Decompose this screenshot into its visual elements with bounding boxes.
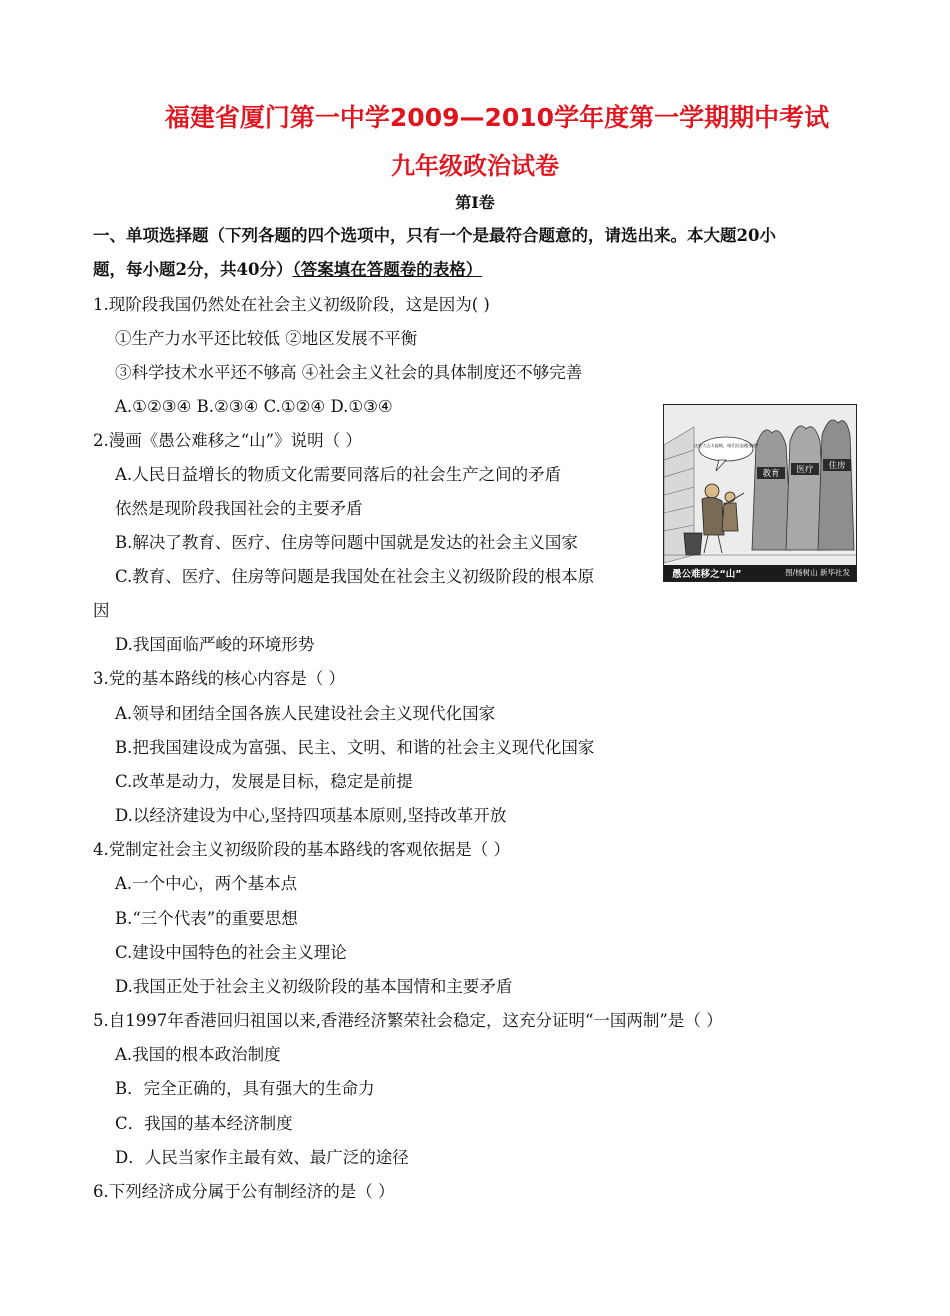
question-3-option-a: A.领导和团结全国各族人民建设社会主义现代化国家 bbox=[115, 704, 496, 723]
question-2-option-a-cont: 依然是现阶段我国社会的主要矛盾 bbox=[115, 499, 363, 518]
section-instructions-line1: 一、单项选择题（下列各题的四个选项中，只有一个是最符合题意的，请选出来。本大题20小 bbox=[93, 226, 776, 245]
cartoon-caption-bar bbox=[664, 565, 856, 581]
exam-subtitle: 九年级政治试卷 bbox=[391, 152, 559, 180]
speech-bubble-text: 这些大山太陡峭，咱们还是搬家吧! bbox=[693, 443, 759, 448]
question-2-option-a: A.人民日益增长的物质文化需要同落后的社会生产之间的矛盾 bbox=[115, 465, 562, 484]
section-instructions-line2 bbox=[93, 259, 482, 281]
section-score-note: 题，每小题2分，共40分） bbox=[93, 260, 293, 279]
answer-sheet-note: （答案填在答题卷的表格） bbox=[292, 260, 483, 279]
question-2-option-c: C.教育、医疗、住房等问题是我国处在社会主义初级阶段的根本原 bbox=[115, 567, 595, 586]
question-4-stem: 4.党制定社会主义初级阶段的基本路线的客观依据是（ ） bbox=[93, 840, 510, 859]
mountain-label-medical: 医疗 bbox=[796, 465, 814, 475]
question-1-stem: 1.现阶段我国仍然处在社会主义初级阶段，这是因为( ) bbox=[93, 295, 490, 314]
cartoon-credit: 图/杨树山 新华社发 bbox=[785, 568, 850, 577]
question-5-option-b: B．完全正确的，具有强大的生命力 bbox=[115, 1079, 375, 1098]
question-2-option-d: D.我国面临严峻的环境形势 bbox=[115, 635, 315, 654]
question-4-option-c: C.建设中国特色的社会主义理论 bbox=[115, 943, 347, 962]
question-1-choices: A.①②③④ B.②③④ C.①②④ D.①③④ bbox=[115, 397, 393, 416]
question-2-option-b: B.解决了教育、医疗、住房等问题中国就是发达的社会主义国家 bbox=[115, 533, 578, 552]
mountain-label-education: 教育 bbox=[762, 469, 780, 479]
mountain-label-housing: 住房 bbox=[828, 461, 846, 471]
question-3-option-b: B.把我国建设成为富强、民主、文明、和谐的社会主义现代化国家 bbox=[115, 738, 595, 757]
question-6-stem: 6.下列经济成分属于公有制经济的是（ ） bbox=[93, 1182, 395, 1201]
question-5-option-c: C．我国的基本经济制度 bbox=[115, 1114, 293, 1133]
question-4-option-a: A.一个中心，两个基本点 bbox=[115, 874, 298, 893]
volume-heading: 第Ⅰ卷 bbox=[455, 193, 495, 212]
question-1-statements-1: ①生产力水平还比较低 ②地区发展不平衡 bbox=[115, 329, 418, 348]
question-4-option-b: B.“三个代表”的重要思想 bbox=[115, 909, 298, 928]
question-3-stem: 3.党的基本路线的核心内容是（ ） bbox=[93, 669, 345, 688]
question-2-stem: 2.漫画《愚公难移之“山”》说明（ ） bbox=[93, 431, 362, 450]
question-1-statements-2: ③科学技术水平还不够高 ④社会主义社会的具体制度还不够完善 bbox=[115, 363, 583, 382]
cartoon-drawing bbox=[664, 405, 856, 565]
question-4-option-d: D.我国正处于社会主义初级阶段的基本国情和主要矛盾 bbox=[115, 977, 513, 996]
question-5-option-a: A.我国的根本政治制度 bbox=[115, 1045, 281, 1064]
question-3-option-c: C.改革是动力，发展是目标，稳定是前提 bbox=[115, 772, 413, 791]
cartoon-caption: 愚公难移之“山” bbox=[672, 569, 742, 580]
question-5-stem: 5.自1997年香港回归祖国以来,香港经济繁荣社会稳定，这充分证明“一国两制”是（ ） bbox=[93, 1011, 723, 1030]
question-3-option-d: D.以经济建设为中心,坚持四项基本原则,坚持改革开放 bbox=[115, 806, 507, 825]
question-2-option-c-cont: 因 bbox=[93, 601, 110, 620]
question-5-option-d: D．人民当家作主最有效、最广泛的途径 bbox=[115, 1148, 409, 1167]
cartoon-image bbox=[663, 404, 857, 582]
exam-title: 福建省厦门第一中学2009—2010学年度第一学期期中考试 bbox=[164, 103, 830, 132]
mountains bbox=[752, 420, 854, 550]
